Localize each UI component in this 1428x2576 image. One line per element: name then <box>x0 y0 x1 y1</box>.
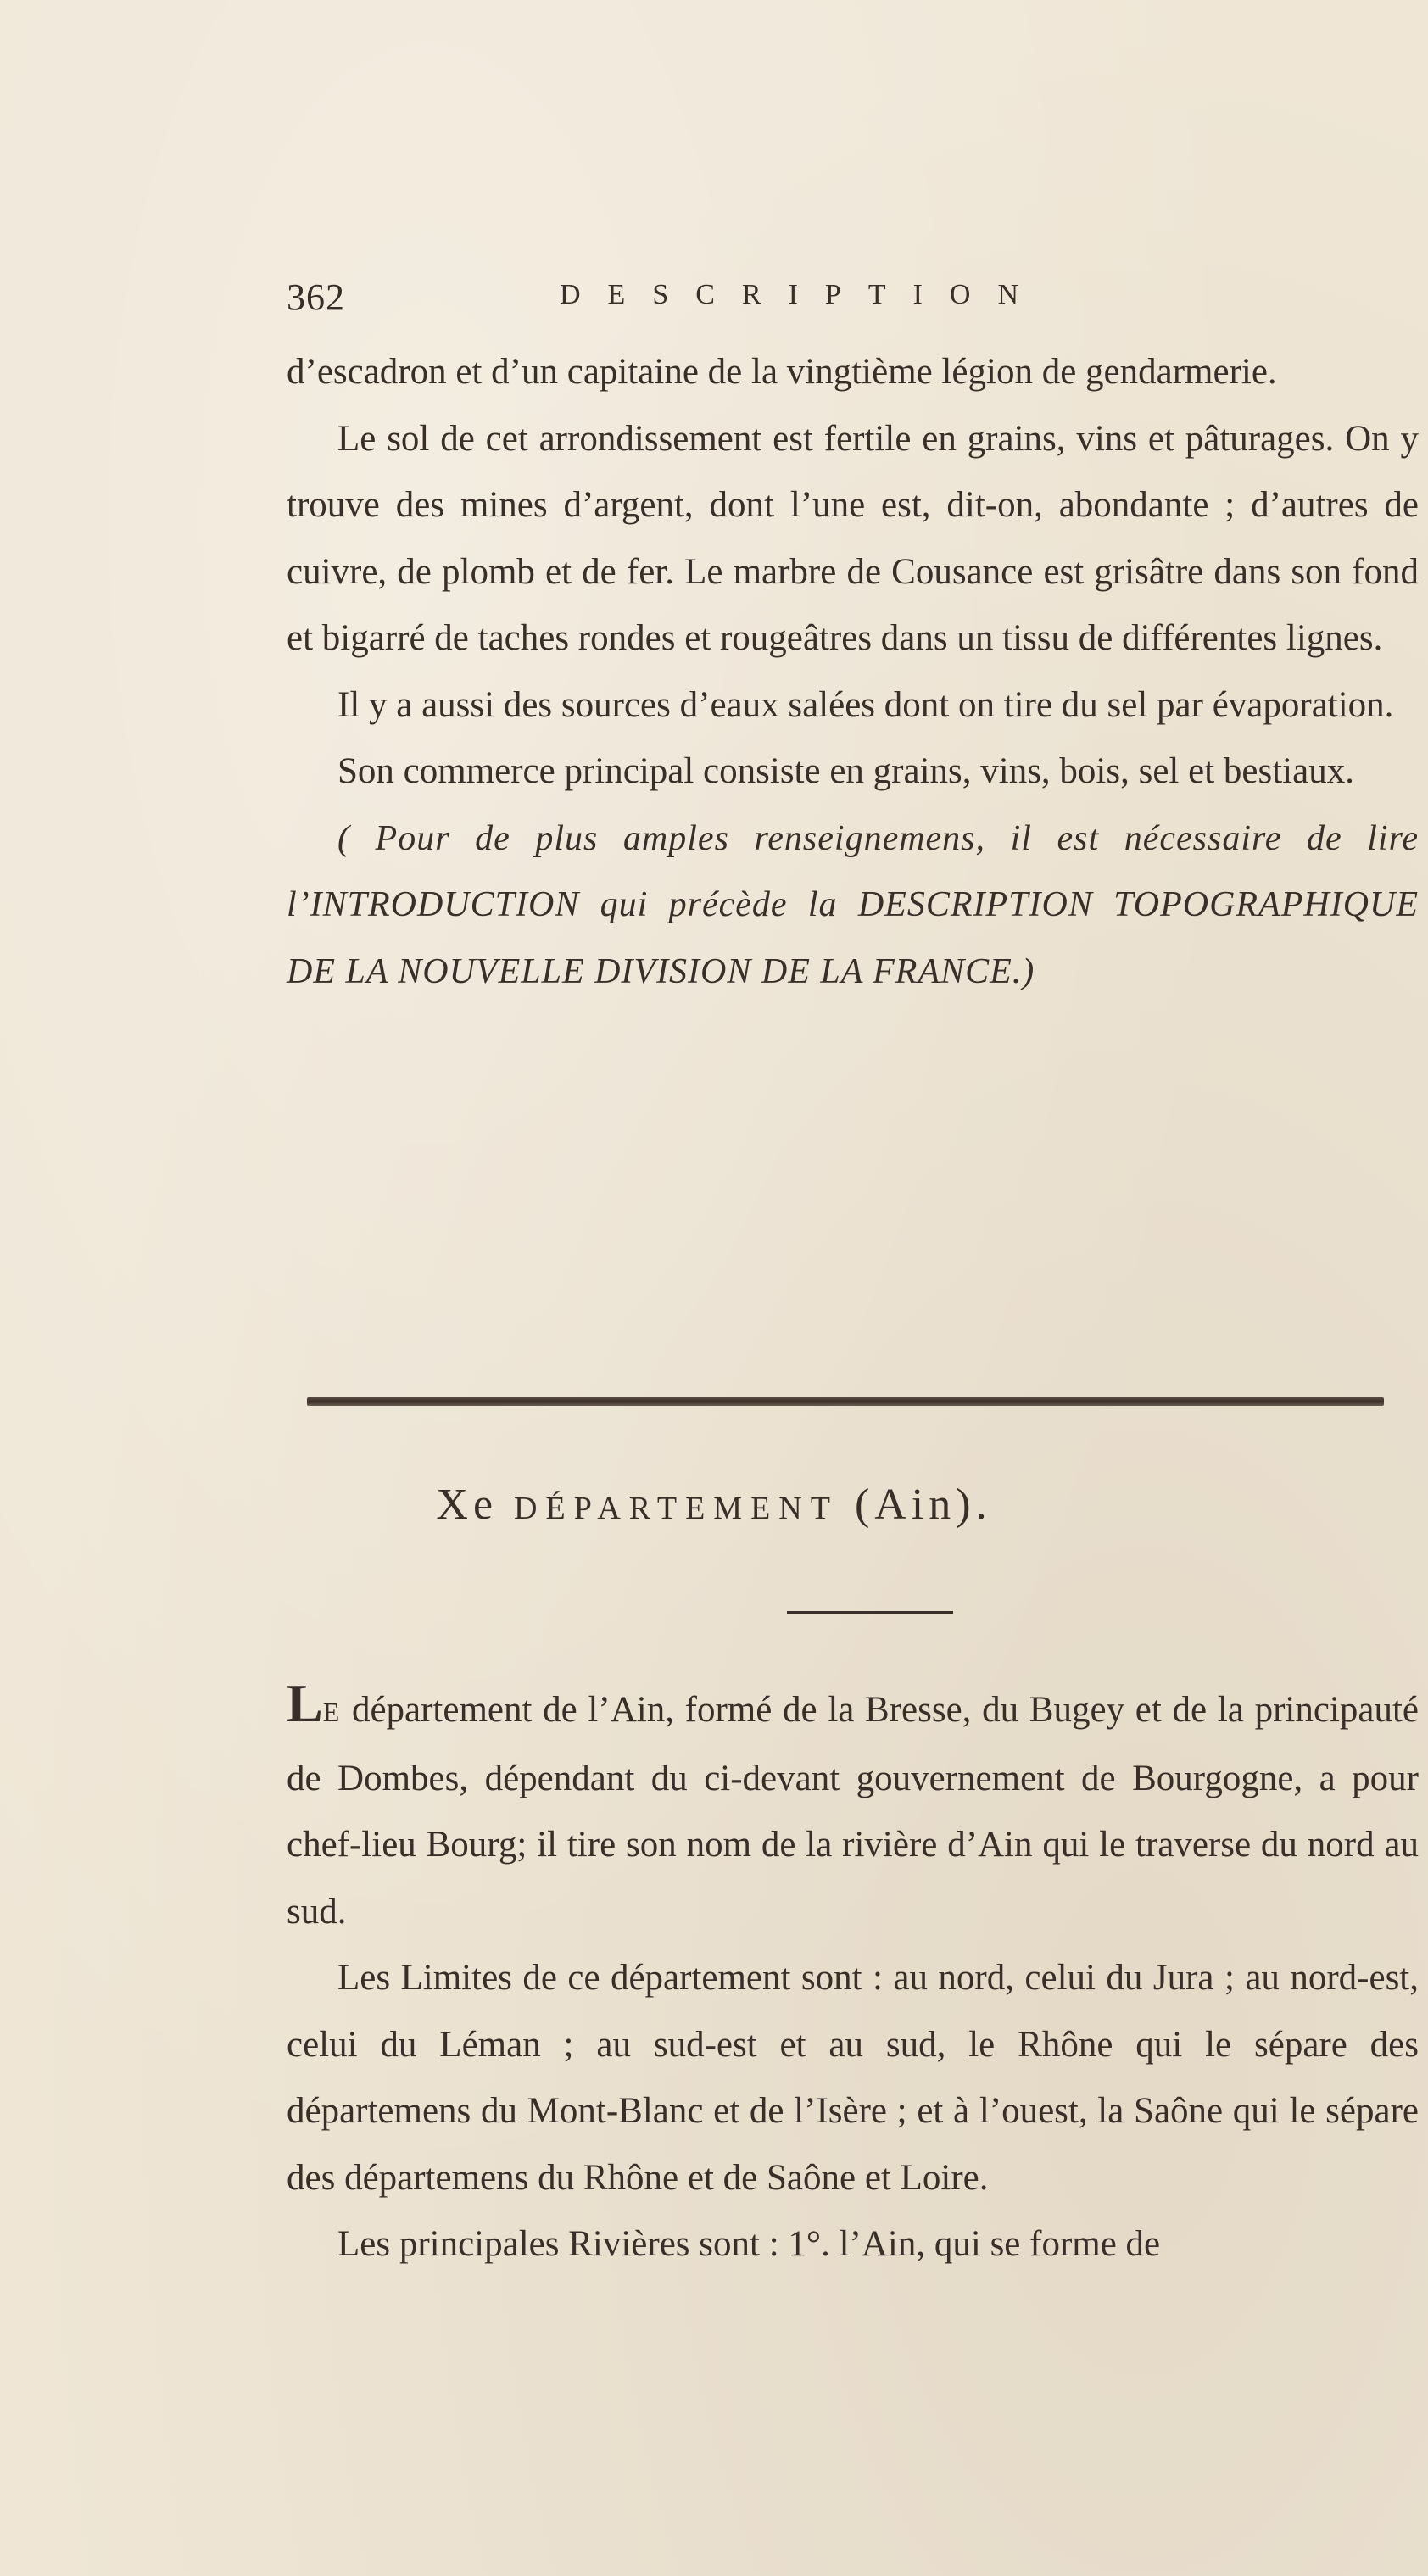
text-block-arrondissement <box>287 339 1419 1005</box>
department-name: (Ain). <box>854 1480 992 1529</box>
paragraph-ain-intro-text: département de l’Ain, formé de la Bresse, du Bugey et de la principauté de Dombes, dépendant du ci-devant gouvernement de Bourgogne, a pour chef-lieu Bourg; il tire son nom de la rivière d’Ain qui le traverse du nord au sud. <box>287 1690 1419 1932</box>
paragraph-limits: Les Limites de ce département sont : au nord, celui du Jura ; au nord-est, celui du Léman ; au sud-est et au sud, le Rhône qui le sépare des départemens du Mont-Blanc et de l’Isère ; et à l’ouest, la Saône qui le sépare des départemens du Rhône et de Saône et Loire. <box>287 1958 1419 2198</box>
drop-cap: L <box>287 1673 323 1733</box>
department-heading <box>0 1480 1428 1530</box>
department-number: Xe <box>436 1480 499 1529</box>
running-title: DESCRIPTION <box>560 279 1046 310</box>
page-header <box>287 276 1135 326</box>
first-word-rest: E <box>322 1697 342 1727</box>
heading-underline-rule <box>787 1611 953 1614</box>
page-number: 362 <box>287 276 345 318</box>
paragraph-reference-note: ( Pour de plus amples renseignemens, il est nécessaire de lire l’INTRODUCTION qui précède la DESCRIPTION TOPOGRAPHIQUE DE LA NOUVELLE DIVISION DE LA FRANCE.) <box>287 818 1419 991</box>
paragraph-commerce: Son commerce principal consiste en grains, vins, bois, sel et bestiaux. <box>337 751 1354 791</box>
paragraph-salt-springs: Il y a aussi des sources d’eaux salées dont on tire du sel par évaporation. <box>337 684 1394 725</box>
paragraph-continuation: d’escadron et d’un capitaine de la vingtième légion de gendarmerie. <box>287 352 1277 392</box>
department-word: DÉPARTEMENT <box>514 1491 839 1526</box>
section-divider-rule <box>307 1397 1384 1406</box>
text-block-ain <box>287 1673 1419 2278</box>
paragraph-soil: Le sol de cet arrondissement est fertile en grains, vins et pâturages. On y trouve des mines d’argent, dont l’une est, dit-on, abondante ; d’autres de cuivre, de plomb et de fer. Le marbre de Cousance est grisâtre dans son fond et bigarré de taches rondes et rougeâtres dans un tissu de différentes lignes. <box>287 418 1419 658</box>
paragraph-rivers: Les principales Rivières sont : 1°. l’Ain, qui se forme de <box>337 2224 1161 2264</box>
paragraph-ain-intro <box>287 1673 1419 1945</box>
